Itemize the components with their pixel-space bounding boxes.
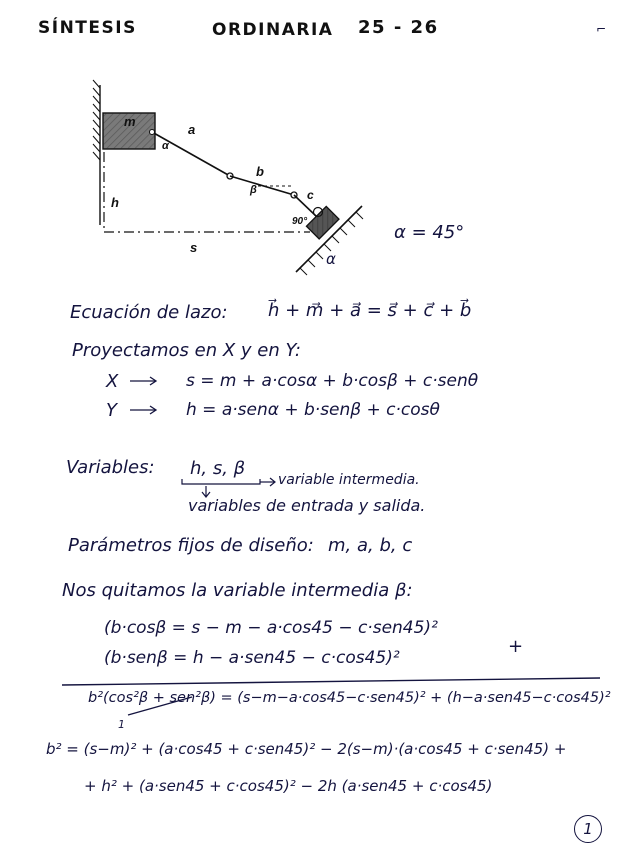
page-number: 1 — [574, 815, 602, 843]
expanded-eq-2: + h² + (a·sen45 + c·cos45)² − 2h (a·sen45 + c·cos45) — [84, 777, 493, 795]
corner-mark: ⌐ — [596, 22, 607, 36]
variables-label: Variables: — [66, 457, 155, 478]
academic-year: 25 - 26 — [358, 17, 439, 38]
variables-list: h, s, β — [190, 458, 246, 479]
page-title: SÍNTESIS — [38, 18, 137, 38]
link-a — [152, 132, 230, 176]
loop-equation: h⃗ + m⃗ + a⃗ = s⃗ + c⃗ + b⃗ — [268, 300, 472, 321]
ground-angle-label: α — [326, 250, 336, 268]
sum-divider — [62, 678, 600, 685]
squared-eq-1: (b·cosβ = s − m − a·cos45 − c·sen45)² — [104, 618, 438, 638]
params-list: m, a, b, c — [328, 535, 413, 556]
distance-label: s — [190, 240, 198, 255]
height-label: h — [111, 195, 119, 210]
mass-label: m — [124, 114, 136, 129]
proj-y-equation: h = a·senα + b·senβ + c·cosθ — [186, 400, 440, 420]
plus-sign: + — [508, 636, 524, 657]
proj-x-equation: s = m + a·cosα + b·cosβ + c·senθ — [186, 371, 479, 391]
expanded-eq-1: b² = (s−m)² + (a·cos45 + c·sen45)² − 2(s−m)·(a·cos45 + c·sen45) + — [46, 740, 567, 758]
intermediate-note: variable intermedia. — [278, 472, 420, 488]
link-a-label: a — [188, 122, 196, 137]
right-angle-label: 90° — [292, 216, 308, 227]
io-note: variables de entrada y salida. — [188, 496, 426, 515]
link-c-label: c — [307, 188, 314, 202]
loop-equation-label: Ecuación de lazo: — [70, 302, 228, 323]
alpha-label: α — [162, 140, 169, 152]
projections-label: Proyectamos en X y en Y: — [72, 340, 301, 361]
link-b-label: b — [256, 164, 264, 179]
identity-one-mark: 1 — [118, 718, 125, 731]
alpha-value: α = 45° — [394, 222, 465, 243]
eliminate-label: Nos quitamos la variable intermedia β: — [62, 580, 413, 601]
beta-label: β — [250, 184, 257, 196]
proj-x-axis: X — [106, 371, 119, 392]
squared-eq-2: (b·senβ = h − a·sen45 − c·cos45)² — [104, 648, 400, 668]
params-label: Parámetros fijos de diseño: — [68, 535, 314, 556]
proj-y-axis: Y — [106, 400, 117, 421]
sum-equation: b²(cos²β + sen²β) = (s−m−a·cos45−c·sen45)² + (h−a·sen45−c·cos45)² — [88, 690, 611, 706]
exam-type: ORDINARIA — [212, 20, 334, 40]
